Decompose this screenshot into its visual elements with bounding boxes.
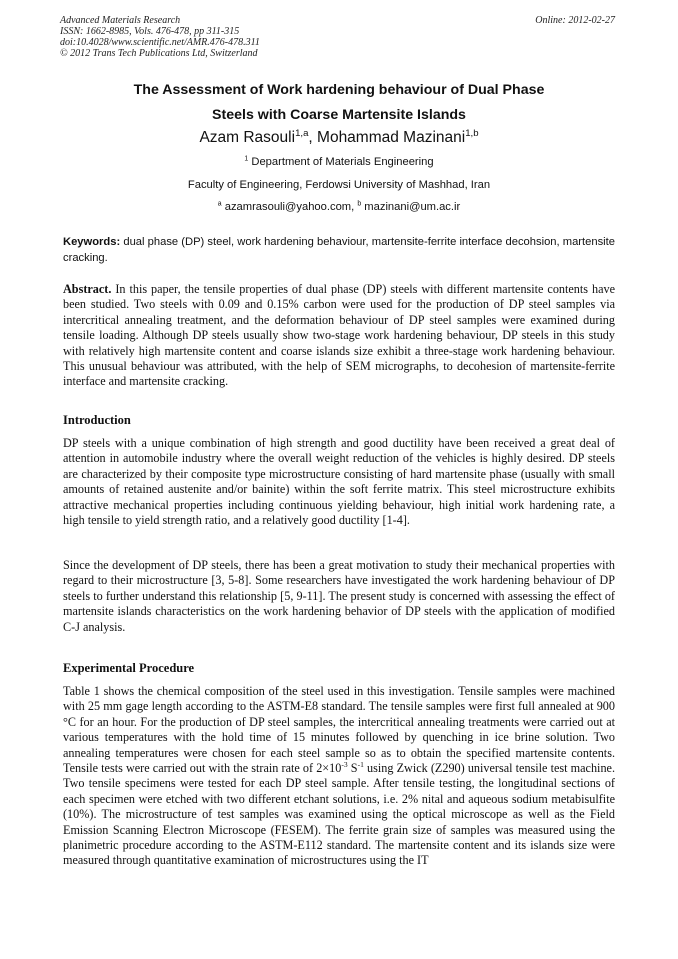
paper-title-line-2: Steels with Coarse Martensite Islands <box>212 107 466 123</box>
experimental-heading: Experimental Procedure <box>63 661 195 675</box>
abstract <box>63 282 615 390</box>
author-2-affiliation: 1,b <box>465 127 479 139</box>
email-a-marker: a <box>217 200 222 208</box>
experimental-paragraph-1 <box>63 684 615 869</box>
author-emails <box>60 200 618 214</box>
strain-rate-exponent: -3 <box>341 759 348 769</box>
email-a: azamrasouli@yahoo.com, <box>221 201 358 213</box>
unit-exponent: -1 <box>357 759 364 769</box>
introduction-paragraph-2: Since the development of DP steels, there has been a great motivation to study their mechanical properties with regard to their microstructure [3, 5-8]. Some researchers have investigated the work hardening behaviour of DP steels to further understand this relationship [5, 9-11]. The present study is concerned with assessing the effect of martensite islands characteristics on the work hardening behavior of DP steels with the application of modified C-J analysis. <box>63 558 615 634</box>
author-separator: , <box>308 129 318 146</box>
experimental-text-c: using Zwick (Z290) universal tensile test machine. Two tensile specimens were tested for each DP steel sample. After tensile testing, the longitudinal sections of each specimen were etched with two different etchant solutions, i.e. 2% nital and aqueous sodium metabisulfite (10%). The microstructure of test samples was examined using the optical microscope as well as the Field Emission Scanning Electron Microscope (FESEM). The ferrite grain size of samples was measured using the planimetric procedure according to the ASTM-E112 standard. The martensite content and its islands size were measured through quantitative examination of microstructures using the IT <box>63 761 615 868</box>
introduction-paragraph-1: DP steels with a unique combination of high strength and good ductility have been received a great deal of attention in automobile industry where the overall weight reduction of the vehicles is highly desired. DP steels are characterized by their composite type microstructure consisting of hard martensite phase (usually with small amounts of retained austenite and/or bainite) within the soft ferrite matrix. This steel microstructure exhibits attractive mechanical properties including continuous yielding behaviour, high initial work hardening rate, a high tensile to yield strength ratio, and a relatively good ductility [1-4]. <box>63 436 615 528</box>
abstract-text: In this paper, the tensile properties of dual phase (DP) steels with different martensite contents have been studied. Two steels with 0.09 and 0.15% carbon were used for the production of DP steel samples via intercritical annealing treatment, and the deformation behaviour of DP steel samples were examined during tensile loading. Although DP steels usually show two-stage work hardening behaviour, DP steels in this study with relatively high martensite content and coarse islands size exhibit a three-stage work hardening behaviour. This unusual behaviour was attributed, with the help of SEM micrographs, to decohesion of martensite-ferrite interface and martensite cracking. <box>63 282 615 389</box>
journal-doi: doi:10.4028/www.scientific.net/AMR.476-478.311 <box>60 37 260 48</box>
keywords-text: dual phase (DP) steel, work hardening behaviour, martensite-ferrite interface decohsion, martensite cracking. <box>63 236 615 264</box>
email-b: mazinani@um.ac.ir <box>361 201 461 213</box>
affiliation-department <box>60 155 618 169</box>
online-date: Online: 2012-02-27 <box>535 15 615 26</box>
author-2: Mohammad Mazinani <box>317 129 466 146</box>
journal-name: Advanced Materials Research <box>60 15 181 26</box>
dept-text: Department of Materials Engineering <box>248 156 434 168</box>
keywords-label: Keywords: <box>63 236 121 248</box>
experimental-text-a: Table 1 shows the chemical composition of the steel used in this investigation. Tensile samples were machined with 25 mm gage length according to the ASTM-E8 standard. The tensile samples were first full annealed at 900 °C for an hour. For the production of DP steel samples, the intercritical annealing treatments were carried out at various temperatures with the hold time of 15 minutes followed by quenching in ice brine solution. Two annealing temperatures were chosen for each steel sample so as to obtain the specified martensite contents. Tensile tests were carried out with the strain rate of 2×10 <box>63 684 615 776</box>
experimental-text-b: S <box>347 761 358 776</box>
author-1: Azam Rasouli <box>199 129 296 146</box>
abstract-label: Abstract. <box>63 282 112 296</box>
journal-header <box>60 15 260 59</box>
author-1-affiliation: 1,a <box>295 127 309 139</box>
journal-copyright: © 2012 Trans Tech Publications Ltd, Switzerland <box>60 48 258 59</box>
dept-marker: 1 <box>244 155 249 163</box>
email-b-marker: b <box>357 200 362 208</box>
paper-title-line-1: The Assessment of Work hardening behaviour of Dual Phase <box>133 82 545 98</box>
introduction-heading: Introduction <box>63 413 131 427</box>
affiliation-faculty: Faculty of Engineering, Ferdowsi University of Mashhad, Iran <box>187 179 491 191</box>
journal-issn: ISSN: 1662-8985, Vols. 476-478, pp 311-315 <box>60 26 240 37</box>
author-list <box>60 128 618 148</box>
keywords <box>63 234 615 266</box>
